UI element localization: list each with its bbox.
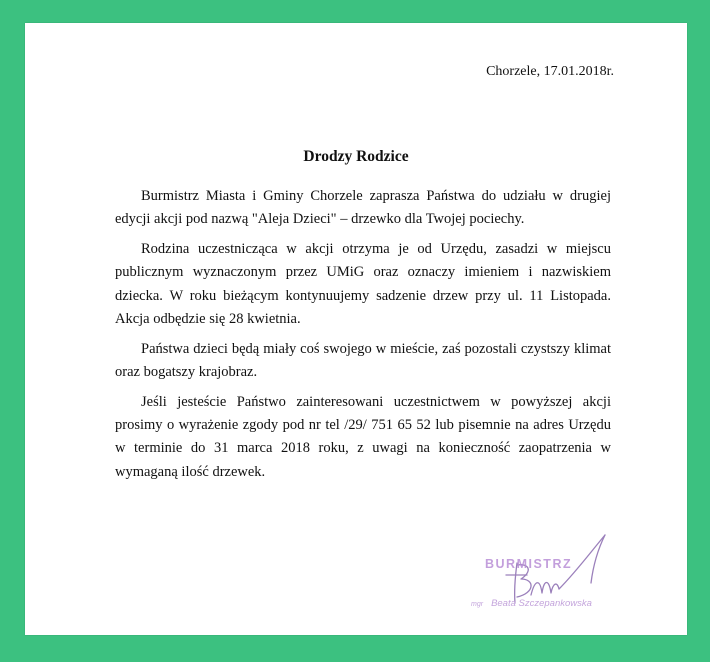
- paragraph-3: Państwa dzieci będą miały coś swojego w mieście, zaś pozostali czystszy klimat oraz bogatszy krajobraz.: [115, 340, 611, 381]
- paragraph-1: Burmistrz Miasta i Gminy Chorzele zaprasza Państwa do udziału w drugiej edycji akcji pod nazwą "Aleja Dzieci" – drzewko dla Twojej pociechy.: [115, 188, 611, 228]
- signature-block: [465, 523, 675, 623]
- stamp-name-text: Beata Szczepankowska: [491, 598, 592, 609]
- stamp-name-prefix: mgr: [471, 601, 484, 608]
- letter-body: [115, 185, 611, 491]
- paragraph-4: Jeśli jesteście Państwo zainteresowani uczestnictwem w powyższej akcji prosimy o wyrażenie zgody pod nr tel /29/ 751 65 52 lub pisemnie na adres Urzędu w terminie do 31 marca 2018 roku, z uwagi na konieczność zaopatrzenia w wymaganą ilość drzewek.: [115, 393, 611, 480]
- stamp-title: BURMISTRZ: [485, 557, 573, 571]
- paragraph-2: Rodzina uczestnicząca w akcji otrzyma je od Urzędu, zasadzi w miejscu publicznym wyznaczonym przez UMiG oraz oznaczy imieniem i nazwiskiem dziecka. W roku bieżącym kontynuujemy sadzenie drzew przy ul. 11 Listopada. Akcja odbędzie się 28 kwietnia.: [115, 241, 611, 327]
- letter-page: [25, 23, 687, 635]
- letter-date: Chorzele, 17.01.2018r.: [486, 64, 614, 79]
- letter-title: Drodzy Rodzice: [303, 148, 409, 165]
- stamp-name: [471, 598, 592, 609]
